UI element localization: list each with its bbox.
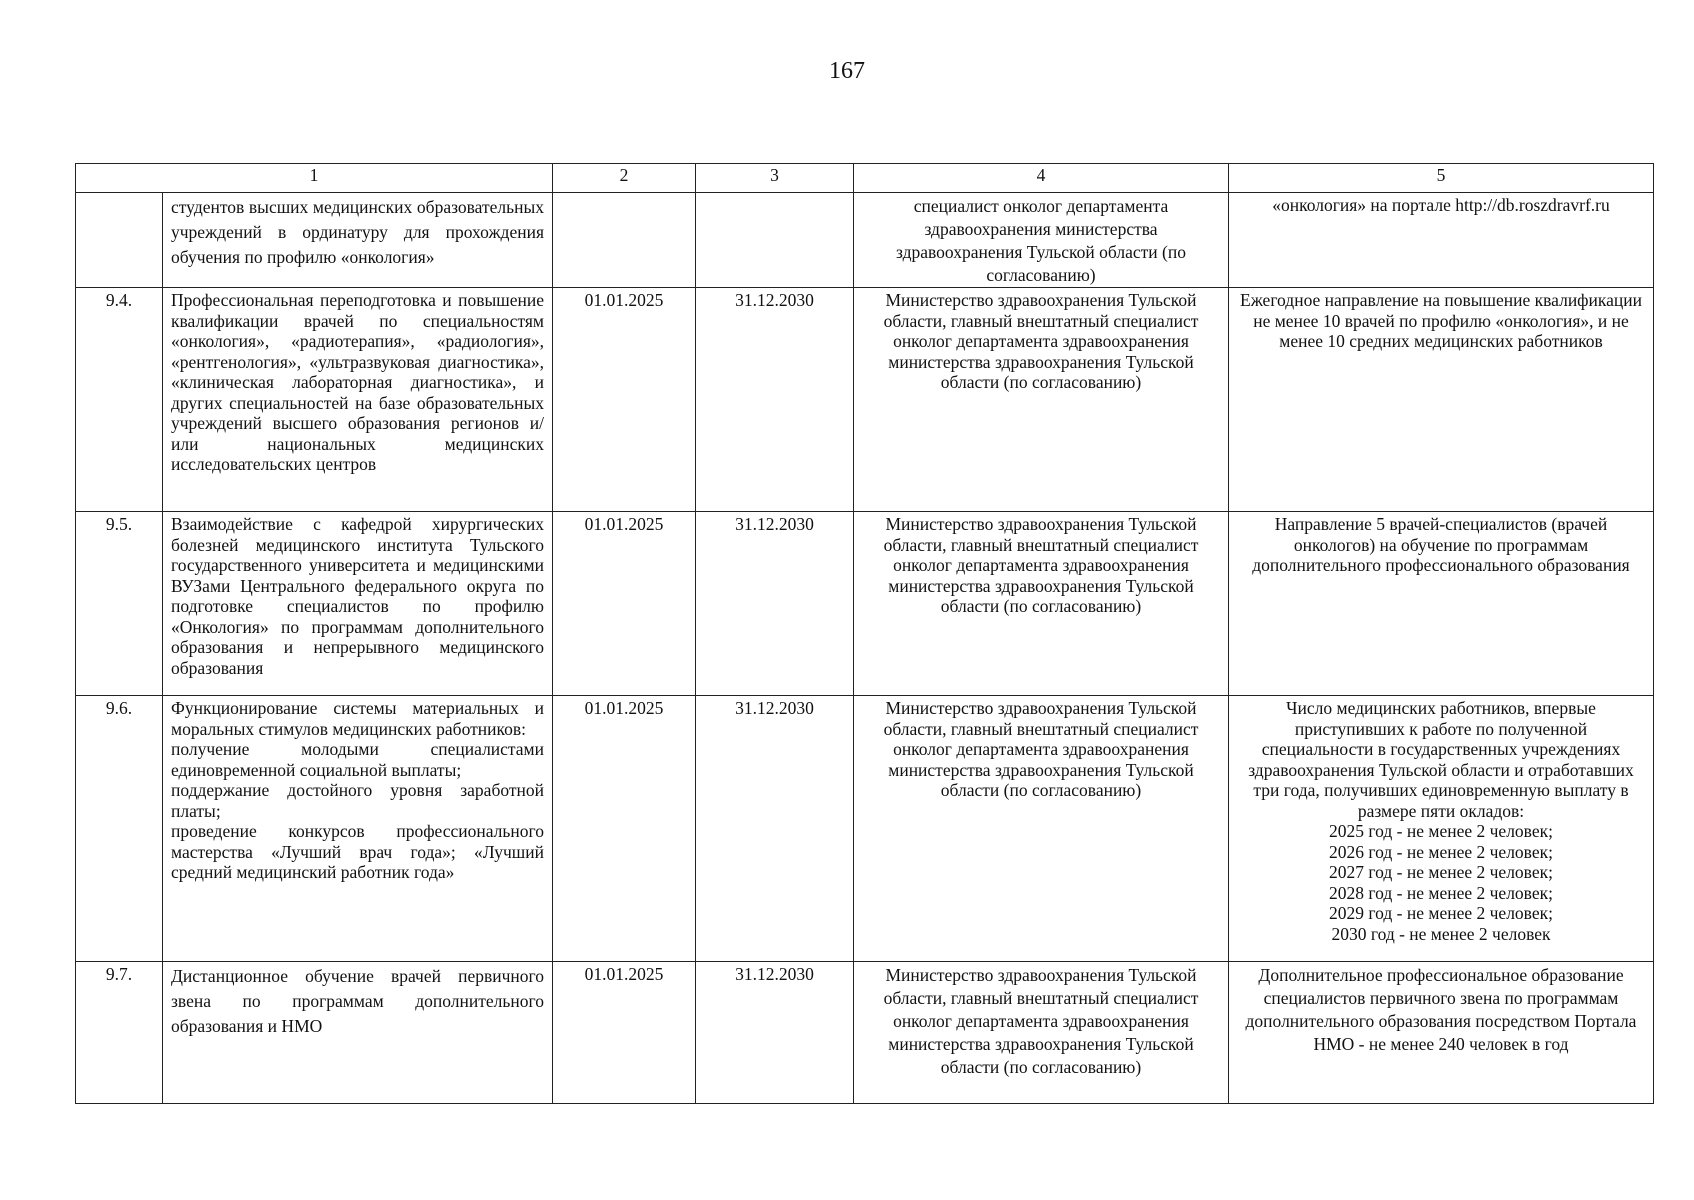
end-date: 31.12.2030 (696, 696, 854, 962)
row-number (76, 193, 163, 288)
header-col-4: 4 (854, 164, 1229, 193)
result-line: Число медицинских работников, впервые приступивших к работе по полученной специальности в государственных учреждениях здравоохранения Тульской области и отработавших три года, получивших единовременную выплату в размере пяти окладов: (1248, 698, 1634, 821)
measure-line: проведение конкурсов профессионального мастерства «Лучший врач года»; «Лучший средний медицинский работник года» (171, 821, 544, 882)
header-col-5: 5 (1229, 164, 1654, 193)
measure-line: поддержание достойного уровня заработной платы; (171, 780, 544, 821)
row-number: 9.6. (76, 696, 163, 962)
table-row (76, 512, 1654, 696)
result-line: 2025 год - не менее 2 человек; (1329, 821, 1553, 841)
start-date: 01.01.2025 (553, 512, 696, 696)
result-line: 2029 год - не менее 2 человек; (1329, 903, 1553, 923)
measure-name: Дистанционное обучение врачей первичного звена по программам дополнительного образования и НМО (163, 962, 553, 1104)
start-date: 01.01.2025 (553, 962, 696, 1104)
end-date: 31.12.2030 (696, 512, 854, 696)
table-row (76, 288, 1654, 512)
responsible: специалист онколог департамента здравоохранения министерства здравоохранения Тульской области (по согласованию) (854, 193, 1229, 288)
start-date: 01.01.2025 (553, 288, 696, 512)
table-row (76, 696, 1654, 962)
row-number: 9.5. (76, 512, 163, 696)
expected-result: «онкология» на портале http://db.roszdravrf.ru (1229, 193, 1654, 288)
header-col-2: 2 (553, 164, 696, 193)
expected-result: Дополнительное профессиональное образование специалистов первичного звена по программам дополнительного образования посредством Портала НМО - не менее 240 человек в год (1229, 962, 1654, 1104)
end-date: 31.12.2030 (696, 962, 854, 1104)
responsible: Министерство здравоохранения Тульской области, главный внештатный специалист онколог департамента здравоохранения министерства здравоохранения Тульской области (по согласованию) (854, 962, 1229, 1104)
row-number: 9.7. (76, 962, 163, 1104)
expected-result (1229, 696, 1654, 962)
result-line: 2030 год - не менее 2 человек (1331, 923, 1551, 944)
end-date (696, 193, 854, 288)
measure-line: получение молодыми специалистами единовременной социальной выплаты; (171, 739, 544, 780)
table-row (76, 962, 1654, 1104)
measure-line: Функционирование системы материальных и моральных стимулов медицинских работников: (171, 698, 544, 739)
plan-table (75, 163, 1654, 1104)
end-date: 31.12.2030 (696, 288, 854, 512)
expected-result: Ежегодное направление на повышение квалификации не менее 10 врачей по профилю «онкология», и не менее 10 средних медицинских работников (1229, 288, 1654, 512)
header-col-1: 1 (76, 164, 553, 193)
responsible: Министерство здравоохранения Тульской области, главный внештатный специалист онколог департамента здравоохранения министерства здравоохранения Тульской области (по согласованию) (854, 696, 1229, 962)
measure-name (163, 696, 553, 962)
expected-result: Направление 5 врачей-специалистов (врачей онкологов) на обучение по программам дополнительного профессионального образования (1229, 512, 1654, 696)
header-col-3: 3 (696, 164, 854, 193)
measure-name: Взаимодействие с кафедрой хирургических болезней медицинского института Тульского государственного университета и медицинскими ВУЗами Центрального федерального округа по подготовке специалистов по профилю «Онкология» по программам дополнительного образования и непрерывного медицинского образования (163, 512, 553, 696)
responsible: Министерство здравоохранения Тульской области, главный внештатный специалист онколог департамента здравоохранения министерства здравоохранения Тульской области (по согласованию) (854, 512, 1229, 696)
measure-name: Профессиональная переподготовка и повышение квалификации врачей по специальностям «онкология», «радиотерапия», «радиология», «рентгенология», «ультразвуковая диагностика», «клиническая лабораторная диагностика», и других специальностей на базе образовательных учреждений высшего образования регионов и/или национальных медицинских исследовательских центров (163, 288, 553, 512)
start-date (553, 193, 696, 288)
result-line: 2027 год - не менее 2 человек; (1329, 862, 1553, 882)
measure-name: студентов высших медицинских образовательных учреждений в ординатуру для прохождения обучения по профилю «онкология» (163, 193, 553, 288)
result-line: 2028 год - не менее 2 человек; (1329, 882, 1553, 903)
row-number: 9.4. (76, 288, 163, 512)
page-number: 167 (829, 58, 865, 84)
header-row (76, 164, 1654, 193)
responsible: Министерство здравоохранения Тульской области, главный внештатный специалист онколог департамента здравоохранения министерства здравоохранения Тульской области (по согласованию) (854, 288, 1229, 512)
table-row (76, 193, 1654, 288)
result-line: 2026 год - не менее 2 человек; (1329, 841, 1553, 862)
start-date: 01.01.2025 (553, 696, 696, 962)
